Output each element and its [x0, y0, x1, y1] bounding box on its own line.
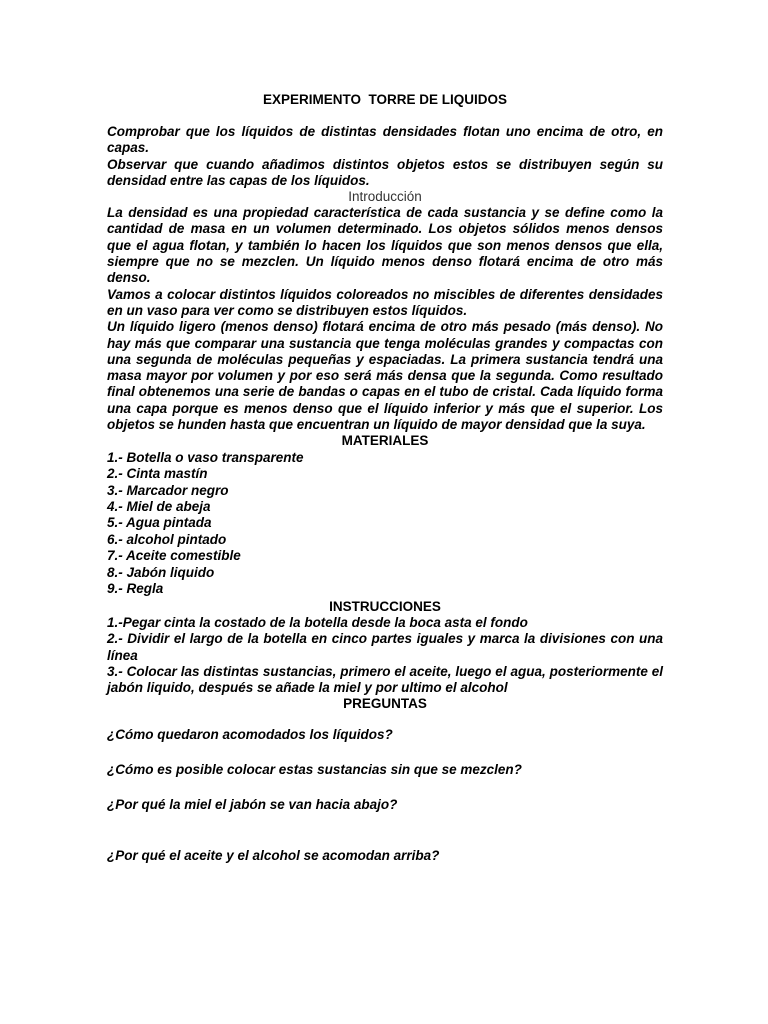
material-item: 9.- Regla	[107, 581, 164, 597]
material-item: 6.- alcohol pintado	[107, 531, 227, 547]
material-item: 5.- Agua pintada	[107, 515, 212, 531]
intro-paragraph-2: Vamos a colocar distintos líquidos coloreados no miscibles de diferentes densidades en un vaso para ver como se distribuyen estos líquidos.	[107, 286, 663, 318]
objective-1: Comprobar que los líquidos de distintas densidades flotan uno encima de otro, en capas.	[107, 124, 663, 156]
document-content	[107, 92, 663, 864]
objective-2: Observar que cuando añadimos distintos objetos estos se distribuyen según su densidad entre las capas de los líquidos.	[107, 156, 663, 188]
document-title: EXPERIMENTO TORRE DE LIQUIDOS	[262, 92, 508, 107]
instruction-item: 1.-Pegar cinta la costado de la botella desde la boca asta el fondo	[107, 615, 528, 630]
material-item: 2.- Cinta mastín	[107, 466, 208, 482]
intro-paragraph-1: La densidad es una propiedad característica de cada sustancia y se define como la cantidad de masa en un volumen determinado. Los objetos sólidos menos densos que el agua flotan, y también lo hacen los líquidos que son menos densos que ella, siempre que no se mezclen. Un líquido menos denso flotará encima de otro más denso.	[107, 205, 663, 286]
question-item: ¿Cómo quedaron acomodados los líquidos?	[107, 726, 393, 742]
material-item: 1.- Botella o vaso transparente	[107, 449, 304, 465]
question-item: ¿Por qué el aceite y el alcohol se acomodan arriba?	[107, 847, 440, 863]
instruction-item: 2.- Dividir el largo de la botella en cinco partes iguales y marca la divisiones con una línea	[107, 631, 663, 663]
question-item: ¿Por qué la miel el jabón se van hacia abajo?	[107, 796, 398, 812]
instruction-item: 3.- Colocar las distintas sustancias, primero el aceite, luego el agua, posteriormente el jabón liquido, después se añade la miel y por ultimo el alcohol	[107, 663, 663, 696]
material-item: 7.- Aceite comestible	[107, 548, 241, 564]
material-item: 3.- Marcador negro	[107, 482, 229, 498]
material-item: 4.- Miel de abeja	[107, 499, 211, 515]
intro-paragraph-3: Un líquido ligero (menos denso) flotará encima de otro más pesado (más denso). No hay más que comparar una sustancia que tenga moléculas grandes y compactas con una segunda de moléculas pequeñas y espaciadas. La primera sustancia tendrá una masa mayor por volumen y por eso será más densa que la segunda. Como resultado final obtenemos una serie de bandas o capas en el tubo de cristal. Cada líquido forma una capa porque es menos denso que el líquido inferior y más que el superior. Los objetos se hunden hasta que encuentran un líquido de mayor densidad que la suya.	[107, 319, 663, 433]
question-item: ¿Cómo es posible colocar estas sustancias sin que se mezclen?	[107, 761, 522, 777]
instructions-heading: INSTRUCCIONES	[329, 598, 441, 614]
material-item: 8.- Jabón liquido	[107, 564, 215, 580]
materials-heading: MATERIALES	[341, 433, 429, 449]
intro-heading: Introducción	[348, 189, 422, 205]
materials-list	[107, 450, 663, 598]
questions-heading: PREGUNTAS	[343, 696, 427, 712]
